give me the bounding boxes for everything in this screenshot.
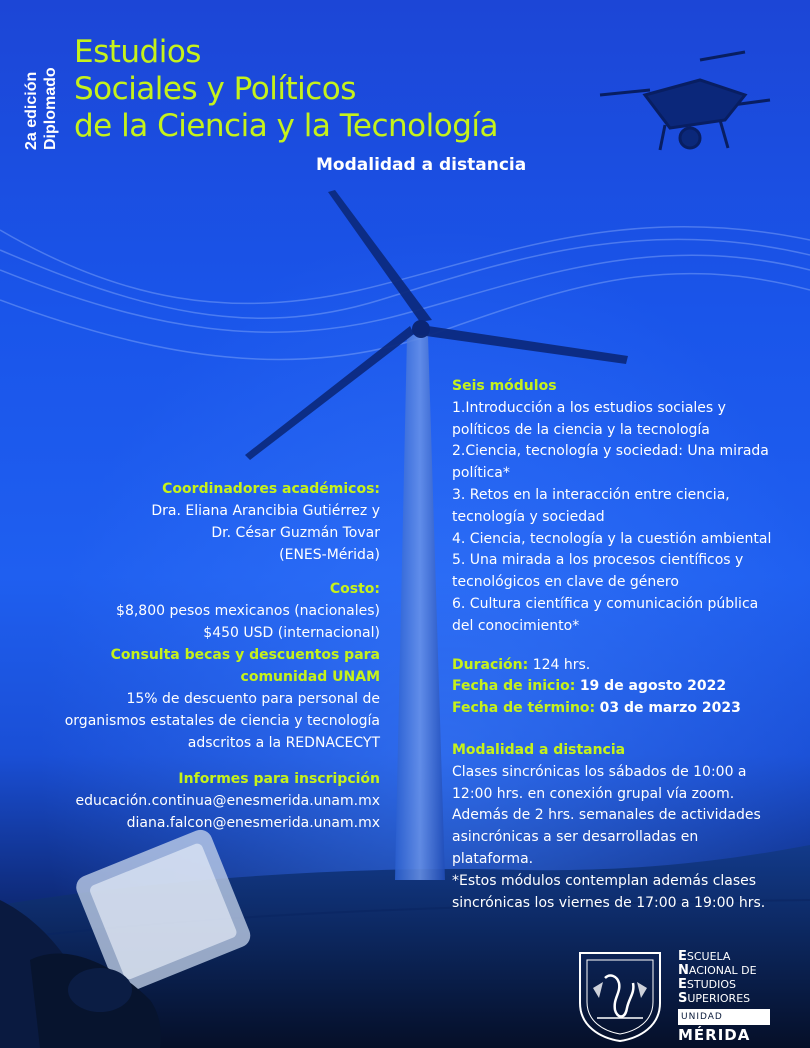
modality-line: Clases sincrónicas los sábados de 10:00 a [452,763,747,780]
module-line: tecnología y sociedad [452,508,605,525]
coordinators-block [151,478,380,566]
program-type-label: Diplomado [42,67,59,150]
discount-heading-2: comunidad UNAM [240,669,380,685]
cost-national: $8,800 pesos mexicanos (nacionales) [116,603,380,619]
modality-line: *Estos módulos contemplan además clases [452,872,757,889]
module-line: política* [452,465,510,482]
end-date-row [452,698,792,720]
campus-name: MÉRIDA [678,1026,751,1044]
coordinators-heading: Coordinadores académicos: [162,481,380,497]
coordinator-affiliation: (ENES-Mérida) [279,547,380,563]
edition-label: 2a edición [23,71,40,150]
module-line: 6. Cultura científica y comunicación pública [452,595,759,612]
module-line: del conocimiento* [452,617,580,634]
enes-logo: ESCUELA NACIONAL DE ESTUDIOS SUPERIORES UNIDAD MÉRIDA [678,950,770,1042]
side-label [22,67,60,150]
duration-row [452,655,792,677]
end-date-label: Fecha de término: [452,700,596,717]
page-title [74,34,498,145]
cost-heading: Costo: [329,581,380,597]
contact-heading: Informes para inscripción [178,771,380,787]
title-line-1: Estudios [74,34,201,70]
contact-email-1[interactable]: educación.continua@enesmerida.unam.mx [75,793,380,809]
start-date-value: 19 de agosto 2022 [579,678,727,695]
discount-line-2: organismos estatales de ciencia y tecnología [64,713,380,729]
cost-international: $450 USD (internacional) [203,625,380,641]
discount-line-1: 15% de descuento para personal de [126,691,380,707]
details-column [452,376,792,914]
modality-line: 12:00 hrs. en conexión grupal vía zoom. [452,785,735,802]
title-line-2: Sociales y Políticos [74,71,356,107]
modality-line: plataforma. [452,850,534,867]
modules-heading: Seis módulos [452,378,557,394]
module-line: 5. Una mirada a los procesos científicos y [452,552,744,569]
contact-email-2[interactable]: diana.falcon@enesmerida.unam.mx [126,815,380,831]
end-date-value: 03 de marzo 2023 [599,700,741,717]
modality-line: Además de 2 hrs. semanales de actividades [452,807,761,824]
modality-heading: Modalidad a distancia [452,741,626,758]
discount-heading-1: Consulta becas y descuentos para [110,647,380,663]
modality-line: asincrónicas a ser desarrolladas en [452,829,699,846]
duration-label: Duración: [452,656,529,673]
coordinator-1: Dra. Eliana Arancibia Gutiérrez y [151,503,380,519]
coordinator-2: Dr. César Guzmán Tovar [211,525,380,541]
contact-block [75,768,380,834]
start-date-row [452,676,792,698]
subtitle: Modalidad a distancia [316,155,527,175]
start-date-label: Fecha de inicio: [452,678,576,695]
modality-line: sincrónicas los viernes de 17:00 a 19:00 hrs. [452,894,766,911]
module-line: 2.Ciencia, tecnología y sociedad: Una mirada [452,443,769,460]
cost-block [65,578,380,754]
discount-line-3: adscritos a la REDNACECYT [187,735,380,751]
module-line: 3. Retos en la interacción entre ciencia, [452,486,730,503]
modality-list [452,762,792,915]
module-line: 1.Introducción a los estudios sociales y [452,399,726,416]
modules-list [452,398,792,638]
duration-value: 124 hrs. [532,656,591,673]
title-line-3: de la Ciencia y la Tecnología [74,108,498,144]
module-line: tecnológicos en clave de género [452,574,679,591]
module-line: políticos de la ciencia y la tecnología [452,421,710,438]
module-line: 4. Ciencia, tecnología y la cuestión ambiental [452,530,772,547]
unidad-label: UNIDAD [678,1009,770,1025]
unam-seal-icon [575,948,665,1043]
